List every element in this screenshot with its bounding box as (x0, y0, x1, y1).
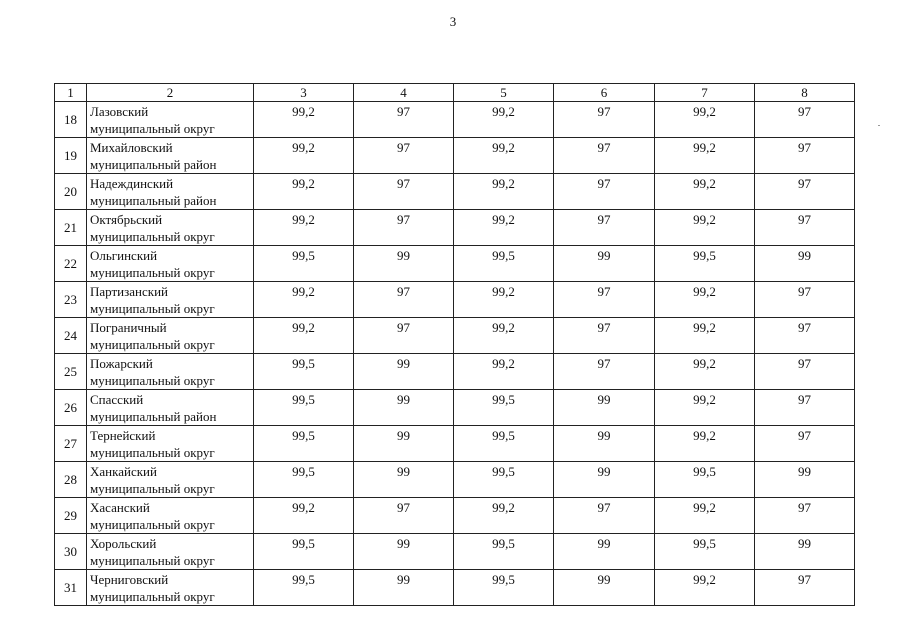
value-cell: 97 (354, 174, 454, 210)
table-row (55, 282, 855, 318)
value-cell: 97 (755, 390, 855, 426)
scan-speck (878, 125, 880, 126)
column-header: 5 (454, 84, 554, 102)
table-row (55, 390, 855, 426)
value-cell: 99,5 (454, 462, 554, 498)
value-cell: 97 (354, 318, 454, 354)
value-cell: 97 (354, 102, 454, 138)
value-cell: 99,2 (254, 498, 354, 534)
value-cell: 99 (755, 246, 855, 282)
value-cell: 97 (554, 498, 655, 534)
municipality-name: Надеждинский муниципальный район (87, 174, 254, 210)
value-cell: 97 (354, 210, 454, 246)
value-cell: 99,2 (454, 174, 554, 210)
row-number: 30 (55, 534, 87, 570)
value-cell: 99,2 (655, 426, 755, 462)
value-cell: 99,2 (454, 498, 554, 534)
table-row (55, 498, 855, 534)
table-row (55, 138, 855, 174)
value-cell: 99,2 (655, 210, 755, 246)
municipality-name: Хасанский муниципальный округ (87, 498, 254, 534)
value-cell: 97 (755, 138, 855, 174)
value-cell: 99,5 (454, 570, 554, 606)
header-row (55, 84, 855, 102)
value-cell: 99,2 (254, 318, 354, 354)
value-cell: 99,2 (655, 318, 755, 354)
page-number: 3 (449, 14, 457, 29)
row-number: 18 (55, 102, 87, 138)
value-cell: 99,5 (254, 390, 354, 426)
value-cell: 99,5 (454, 390, 554, 426)
column-header: 2 (87, 84, 254, 102)
table-row (55, 354, 855, 390)
value-cell: 97 (554, 282, 655, 318)
municipality-name: Черниговский муниципальный округ (87, 570, 254, 606)
value-cell: 99 (554, 390, 655, 426)
column-header: 1 (55, 84, 87, 102)
row-number: 26 (55, 390, 87, 426)
value-cell: 99,5 (655, 534, 755, 570)
value-cell: 99,2 (454, 282, 554, 318)
value-cell: 99,2 (454, 354, 554, 390)
value-cell: 99,5 (655, 462, 755, 498)
value-cell: 99,2 (254, 174, 354, 210)
value-cell: 99,2 (655, 354, 755, 390)
value-cell: 99,2 (655, 174, 755, 210)
value-cell: 99,5 (254, 426, 354, 462)
value-cell: 99,2 (655, 390, 755, 426)
municipality-name: Тернейский муниципальный округ (87, 426, 254, 462)
value-cell: 99 (354, 462, 454, 498)
row-number: 23 (55, 282, 87, 318)
municipality-name: Октябрьский муниципальный округ (87, 210, 254, 246)
value-cell: 99,5 (655, 246, 755, 282)
value-cell: 99,2 (454, 102, 554, 138)
table-row (55, 426, 855, 462)
value-cell: 97 (554, 102, 655, 138)
table-row (55, 174, 855, 210)
row-number: 25 (55, 354, 87, 390)
value-cell: 99,2 (655, 282, 755, 318)
table-row (55, 210, 855, 246)
column-header: 8 (755, 84, 855, 102)
row-number: 31 (55, 570, 87, 606)
value-cell: 97 (755, 426, 855, 462)
row-number: 24 (55, 318, 87, 354)
value-cell: 99,2 (454, 138, 554, 174)
value-cell: 97 (755, 318, 855, 354)
value-cell: 99,5 (254, 246, 354, 282)
value-cell: 99,2 (655, 138, 755, 174)
value-cell: 99,5 (454, 246, 554, 282)
value-cell: 99 (554, 462, 655, 498)
value-cell: 99,5 (454, 534, 554, 570)
table-row (55, 102, 855, 138)
row-number: 19 (55, 138, 87, 174)
municipality-name: Лазовский муниципальный округ (87, 102, 254, 138)
value-cell: 97 (554, 174, 655, 210)
value-cell: 99 (554, 534, 655, 570)
municipality-name: Пограничный муниципальный округ (87, 318, 254, 354)
value-cell: 97 (755, 570, 855, 606)
value-cell: 99,2 (655, 570, 755, 606)
column-header: 4 (354, 84, 454, 102)
row-number: 27 (55, 426, 87, 462)
value-cell: 97 (755, 102, 855, 138)
value-cell: 97 (554, 354, 655, 390)
value-cell: 99 (554, 426, 655, 462)
row-number: 20 (55, 174, 87, 210)
value-cell: 99 (554, 246, 655, 282)
value-cell: 99 (354, 390, 454, 426)
value-cell: 99,5 (254, 534, 354, 570)
table-row (55, 534, 855, 570)
value-cell: 99 (755, 462, 855, 498)
column-header: 3 (254, 84, 354, 102)
value-cell: 99,2 (254, 138, 354, 174)
value-cell: 99 (354, 354, 454, 390)
value-cell: 97 (354, 282, 454, 318)
value-cell: 99 (554, 570, 655, 606)
column-header: 7 (655, 84, 755, 102)
value-cell: 97 (755, 354, 855, 390)
municipality-name: Спасский муниципальный район (87, 390, 254, 426)
value-cell: 99 (354, 570, 454, 606)
data-table (54, 83, 855, 606)
value-cell: 99,2 (454, 318, 554, 354)
column-header: 6 (554, 84, 655, 102)
value-cell: 99,2 (254, 210, 354, 246)
value-cell: 99,5 (254, 354, 354, 390)
value-cell: 99 (755, 534, 855, 570)
row-number: 28 (55, 462, 87, 498)
table-row (55, 570, 855, 606)
value-cell: 99,5 (254, 462, 354, 498)
value-cell: 97 (554, 138, 655, 174)
municipality-name: Ольгинский муниципальный округ (87, 246, 254, 282)
value-cell: 99 (354, 534, 454, 570)
value-cell: 99,5 (454, 426, 554, 462)
value-cell: 99,2 (655, 498, 755, 534)
value-cell: 99,5 (254, 570, 354, 606)
value-cell: 97 (755, 498, 855, 534)
municipality-name: Партизанский муниципальный округ (87, 282, 254, 318)
row-number: 22 (55, 246, 87, 282)
row-number: 29 (55, 498, 87, 534)
value-cell: 99,2 (454, 210, 554, 246)
table-row (55, 246, 855, 282)
municipality-name: Михайловский муниципальный район (87, 138, 254, 174)
municipality-name: Пожарский муниципальный округ (87, 354, 254, 390)
table-row (55, 318, 855, 354)
value-cell: 97 (554, 318, 655, 354)
value-cell: 97 (554, 210, 655, 246)
value-cell: 99,2 (254, 282, 354, 318)
row-number: 21 (55, 210, 87, 246)
value-cell: 99,2 (655, 102, 755, 138)
value-cell: 97 (755, 174, 855, 210)
value-cell: 99 (354, 246, 454, 282)
value-cell: 97 (354, 498, 454, 534)
value-cell: 99 (354, 426, 454, 462)
table-row (55, 462, 855, 498)
value-cell: 97 (755, 210, 855, 246)
municipality-name: Хорольский муниципальный округ (87, 534, 254, 570)
municipality-name: Ханкайский муниципальный округ (87, 462, 254, 498)
value-cell: 97 (354, 138, 454, 174)
value-cell: 99,2 (254, 102, 354, 138)
value-cell: 97 (755, 282, 855, 318)
